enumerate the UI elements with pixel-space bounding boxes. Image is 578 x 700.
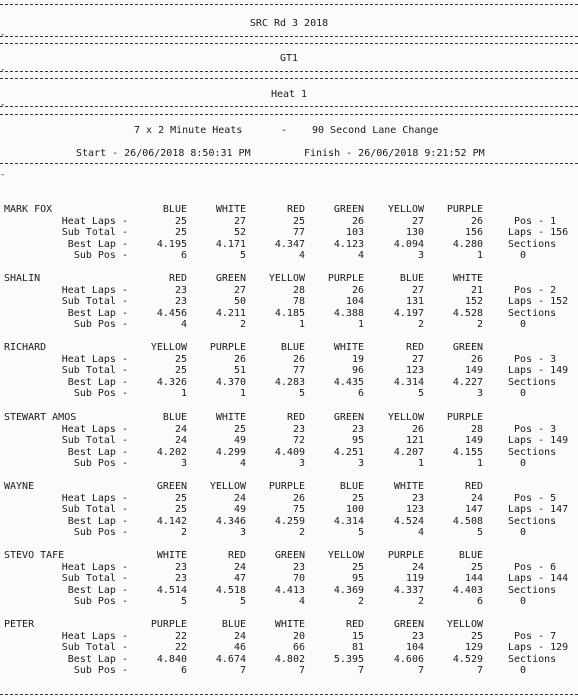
driver-name: MARK FOX [4, 204, 53, 215]
cell-value: 7 [476, 665, 483, 676]
cell-value: 23 [292, 423, 305, 435]
cell-value: 2 [298, 527, 305, 538]
cell-value: 4.370 [215, 376, 246, 388]
cell-value: 49 [233, 435, 246, 446]
cell-value: 3 [180, 458, 187, 469]
cell-value: 4.227 [452, 376, 483, 388]
total-laps: Laps - 129 [508, 642, 569, 653]
lane-colour: PURPLE [446, 412, 483, 423]
cell-value: 23 [174, 573, 187, 584]
cell-value: 4.369 [333, 584, 364, 596]
lane-colour: RED [464, 481, 483, 492]
cell-value: 25 [233, 423, 246, 435]
cell-value: 4.518 [215, 584, 246, 596]
row-label: Sub Total - [61, 296, 128, 307]
row-label: Heat Laps - [61, 284, 128, 296]
lane-colour: WHITE [393, 481, 424, 492]
row-label: Sub Pos - [73, 388, 128, 399]
cell-value: 144 [464, 573, 483, 584]
cell-value: 77 [292, 227, 305, 238]
cell-value: 4 [180, 319, 187, 330]
cell-value: 25 [174, 504, 187, 515]
cell-value: 5 [357, 527, 364, 538]
lane-colour: WHITE [215, 412, 246, 423]
cell-value: 4 [417, 527, 424, 538]
cell-value: 4.529 [452, 653, 483, 665]
cell-value: 50 [233, 296, 246, 307]
total-laps: Laps - 149 [508, 365, 569, 376]
row-label: Heat Laps - [61, 561, 128, 573]
cell-value: 28 [470, 423, 483, 435]
cell-value: 26 [470, 215, 483, 227]
cell-value: 1 [357, 319, 364, 330]
cell-value: 26 [351, 215, 364, 227]
final-position: Pos - 3 [514, 423, 557, 435]
lane-colour: WHITE [215, 204, 246, 215]
cell-value: 26 [292, 353, 305, 365]
cell-value: 3 [298, 458, 305, 469]
cell-value: 4.508 [452, 515, 483, 527]
lane-colour: RED [345, 619, 364, 630]
cell-value: 130 [405, 227, 424, 238]
lane-colour: WHITE [156, 550, 187, 561]
lane-colour: BLUE [399, 273, 424, 284]
cell-value: 49 [233, 504, 246, 515]
final-position: Pos - 5 [514, 492, 557, 504]
cell-value: 4.299 [215, 446, 246, 458]
cell-value: 27 [411, 353, 424, 365]
cell-value: 25 [174, 353, 187, 365]
cell-value: 6 [180, 250, 187, 261]
cell-value: 4.314 [333, 515, 364, 527]
lane-colour: YELLOW [209, 481, 246, 492]
cell-value: 1 [476, 250, 483, 261]
lane-colour: GREEN [215, 273, 246, 284]
cell-value: 7 [239, 665, 246, 676]
cell-value: 19 [351, 353, 364, 365]
cell-value: 70 [292, 573, 305, 584]
cell-value: 4.197 [393, 307, 424, 319]
cell-value: 4.403 [452, 584, 483, 596]
start-time: Start - 26/06/2018 8:50:31 PM [76, 148, 251, 159]
driver-name: PETER [4, 619, 35, 630]
cell-value: 103 [345, 227, 364, 238]
cell-value: 6 [357, 388, 364, 399]
lane-colour: BLUE [280, 342, 305, 353]
cell-value: 4.094 [393, 238, 424, 250]
sections-label: Sections [508, 238, 557, 250]
cell-value: 4.337 [393, 584, 424, 596]
heat-title: Heat 1 [270, 89, 308, 100]
cell-value: 4 [239, 458, 246, 469]
cell-value: 7 [357, 665, 364, 676]
cell-value: 2 [357, 596, 364, 607]
lane-colour: RED [286, 204, 305, 215]
cell-value: 22 [174, 642, 187, 653]
cell-value: 95 [351, 573, 364, 584]
cell-value: 2 [417, 596, 424, 607]
cell-value: 51 [233, 365, 246, 376]
final-position: Pos - 2 [514, 284, 557, 296]
row-label: Heat Laps - [61, 353, 128, 365]
cell-value: 4.314 [393, 376, 424, 388]
lane-colour: GREEN [333, 412, 364, 423]
lane-colour: WHITE [333, 342, 364, 353]
lane-colour: YELLOW [268, 273, 305, 284]
cell-value: 121 [405, 435, 424, 446]
cell-value: 4.606 [393, 653, 424, 665]
cell-value: 25 [174, 215, 187, 227]
cell-value: 25 [174, 227, 187, 238]
cell-value: 81 [351, 642, 364, 653]
cell-value: 27 [411, 215, 424, 227]
event-title: SRC Rd 3 2018 [249, 18, 329, 29]
row-label: Best Lap - [67, 446, 128, 458]
lane-colour: RED [168, 273, 187, 284]
cell-value: 4.195 [156, 238, 187, 250]
cell-value: 26 [233, 353, 246, 365]
cell-value: 4 [357, 250, 364, 261]
cell-value: 123 [405, 504, 424, 515]
cell-value: 6 [476, 596, 483, 607]
cell-value: 4.142 [156, 515, 187, 527]
cell-value: 1 [298, 319, 305, 330]
cell-value: 104 [345, 296, 364, 307]
format-lane-change: 90 Second Lane Change [312, 125, 439, 136]
sections-value: 0 [520, 527, 527, 538]
sections-label: Sections [508, 307, 557, 319]
sections-value: 0 [520, 250, 527, 261]
row-label: Sub Total - [61, 642, 128, 653]
cell-value: 123 [405, 365, 424, 376]
cell-value: 5 [239, 596, 246, 607]
cell-value: 20 [292, 630, 305, 642]
cell-value: 23 [174, 284, 187, 296]
format-heats: 7 x 2 Minute Heats [134, 125, 243, 136]
sections-label: Sections [508, 376, 557, 388]
final-position: Pos - 6 [514, 561, 557, 573]
row-label: Heat Laps - [61, 423, 128, 435]
cell-value: 1 [239, 388, 246, 399]
total-laps: Laps - 152 [508, 296, 569, 307]
final-position: Pos - 7 [514, 630, 557, 642]
cell-value: 149 [464, 365, 483, 376]
driver-name: WAYNE [4, 481, 35, 492]
cell-value: 5.395 [333, 653, 364, 665]
row-label: Heat Laps - [61, 630, 128, 642]
row-label: Sub Pos - [73, 250, 128, 261]
final-position: Pos - 1 [514, 215, 557, 227]
sections-value: 0 [520, 665, 527, 676]
cell-value: 5 [476, 527, 483, 538]
cell-value: 5 [180, 596, 187, 607]
cell-value: 147 [464, 504, 483, 515]
lane-colour: RED [227, 550, 246, 561]
cell-value: 6 [180, 665, 187, 676]
cell-value: 4.280 [452, 238, 483, 250]
cell-value: 156 [464, 227, 483, 238]
cell-value: 4.409 [274, 446, 305, 458]
cell-value: 1 [180, 388, 187, 399]
cell-value: 2 [239, 319, 246, 330]
total-laps: Laps - 144 [508, 573, 569, 584]
row-label: Best Lap - [67, 515, 128, 527]
cell-value: 25 [470, 561, 483, 573]
finish-time: Finish - 26/06/2018 9:21:52 PM [304, 148, 485, 159]
separator-line [0, 36, 578, 37]
separator-line [0, 694, 578, 695]
sections-label: Sections [508, 446, 557, 458]
row-label: Best Lap - [67, 376, 128, 388]
cell-value: 3 [239, 527, 246, 538]
row-label: Sub Pos - [73, 319, 128, 330]
separator-line [0, 78, 578, 79]
cell-value: 66 [292, 642, 305, 653]
cell-value: 25 [174, 492, 187, 504]
cell-value: 7 [417, 665, 424, 676]
cell-value: 25 [174, 365, 187, 376]
cell-value: 47 [233, 573, 246, 584]
cell-value: 4.123 [333, 238, 364, 250]
cell-value: 23 [411, 630, 424, 642]
cell-value: 26 [411, 423, 424, 435]
cell-value: 24 [233, 561, 246, 573]
cell-value: 4.528 [452, 307, 483, 319]
cell-value: 25 [470, 630, 483, 642]
sections-value: 0 [520, 458, 527, 469]
cell-value: 4.840 [156, 653, 187, 665]
lane-colour: RED [405, 342, 424, 353]
cell-value: 24 [233, 492, 246, 504]
sections-label: Sections [508, 515, 557, 527]
cell-value: 129 [464, 642, 483, 653]
cell-value: 24 [470, 492, 483, 504]
cell-value: 4 [298, 596, 305, 607]
cell-value: 78 [292, 296, 305, 307]
cell-value: 4.283 [274, 376, 305, 388]
lane-colour: PURPLE [387, 550, 424, 561]
row-label: Sub Pos - [73, 596, 128, 607]
cell-value: 23 [292, 561, 305, 573]
lane-colour: PURPLE [327, 273, 364, 284]
cell-value: 24 [233, 630, 246, 642]
cell-value: 4.185 [274, 307, 305, 319]
total-laps: Laps - 147 [508, 504, 569, 515]
lane-colour: YELLOW [150, 342, 187, 353]
separator-line [0, 114, 578, 115]
lane-colour: GREEN [333, 204, 364, 215]
cell-value: 23 [174, 296, 187, 307]
cell-value: 24 [174, 423, 187, 435]
row-label: Sub Pos - [73, 665, 128, 676]
cell-value: 25 [351, 561, 364, 573]
final-position: Pos - 3 [514, 353, 557, 365]
lane-colour: YELLOW [327, 550, 364, 561]
cell-value: 4.207 [393, 446, 424, 458]
cell-value: 5 [298, 388, 305, 399]
cell-value: 3 [417, 250, 424, 261]
row-label: Heat Laps - [61, 215, 128, 227]
driver-name: STEVO TAFE [4, 550, 65, 561]
lane-colour: GREEN [452, 342, 483, 353]
cell-value: 26 [292, 492, 305, 504]
cell-value: 2 [476, 319, 483, 330]
cell-value: 27 [233, 215, 246, 227]
cell-value: 2 [417, 319, 424, 330]
cell-value: 24 [411, 561, 424, 573]
cell-value: 2 [180, 527, 187, 538]
lane-colour: WHITE [452, 273, 483, 284]
total-laps: Laps - 156 [508, 227, 569, 238]
lane-colour: YELLOW [387, 412, 424, 423]
cell-value: 25 [292, 215, 305, 227]
lane-colour: WHITE [274, 619, 305, 630]
cell-value: 4.674 [215, 653, 246, 665]
cell-value: 28 [292, 284, 305, 296]
cell-value: 77 [292, 365, 305, 376]
row-label: Sub Total - [61, 573, 128, 584]
separator-line [0, 43, 578, 44]
cell-value: 24 [174, 435, 187, 446]
class-title: GT1 [279, 53, 299, 64]
cell-value: 27 [233, 284, 246, 296]
cell-value: 119 [405, 573, 424, 584]
cell-value: 52 [233, 227, 246, 238]
cell-value: 3 [357, 458, 364, 469]
cell-value: 4.171 [215, 238, 246, 250]
cell-value: 4.435 [333, 376, 364, 388]
cell-value: 1 [476, 458, 483, 469]
row-label: Best Lap - [67, 653, 128, 665]
row-label: Best Lap - [67, 307, 128, 319]
cell-value: 23 [411, 492, 424, 504]
format-separator: - [281, 125, 288, 136]
lane-colour: GREEN [274, 550, 305, 561]
lane-colour: PURPLE [446, 204, 483, 215]
sections-label: Sections [508, 653, 557, 665]
separator-line [0, 106, 578, 107]
cell-value: 100 [345, 504, 364, 515]
cell-value: 3 [476, 388, 483, 399]
cell-value: 5 [239, 250, 246, 261]
cell-value: 5 [417, 388, 424, 399]
cell-value: 4.251 [333, 446, 364, 458]
lane-colour: BLUE [458, 550, 483, 561]
lane-colour: BLUE [339, 481, 364, 492]
cell-value: 4 [298, 250, 305, 261]
row-label: Sub Total - [61, 365, 128, 376]
sections-value: 0 [520, 319, 527, 330]
cell-value: 4.388 [333, 307, 364, 319]
driver-name: STEWART AMOS [4, 412, 77, 423]
total-laps: Laps - 149 [508, 435, 569, 446]
cell-value: 21 [470, 284, 483, 296]
sections-value: 0 [520, 388, 527, 399]
cell-value: 7 [298, 665, 305, 676]
cell-value: 149 [464, 435, 483, 446]
cell-value: 22 [174, 630, 187, 642]
lane-colour: BLUE [221, 619, 246, 630]
lane-colour: RED [286, 412, 305, 423]
lane-colour: PURPLE [150, 619, 187, 630]
cell-value: 25 [351, 492, 364, 504]
lane-colour: PURPLE [268, 481, 305, 492]
cell-value: 4.524 [393, 515, 424, 527]
cell-value: 4.346 [215, 515, 246, 527]
cell-value: 104 [405, 642, 424, 653]
sections-value: 0 [520, 596, 527, 607]
cell-value: 4.413 [274, 584, 305, 596]
cell-value: 95 [351, 435, 364, 446]
cell-value: 96 [351, 365, 364, 376]
lane-colour: YELLOW [446, 619, 483, 630]
cell-value: 15 [351, 630, 364, 642]
lane-colour: PURPLE [209, 342, 246, 353]
row-label: Sub Pos - [73, 458, 128, 469]
cell-value: 27 [411, 284, 424, 296]
separator-line [0, 4, 578, 5]
cell-value: 4.202 [156, 446, 187, 458]
row-label: Sub Total - [61, 504, 128, 515]
cell-value: 26 [470, 353, 483, 365]
cell-value: 4.456 [156, 307, 187, 319]
row-label: Heat Laps - [61, 492, 128, 504]
row-label: Sub Total - [61, 227, 128, 238]
row-label: Best Lap - [67, 238, 128, 250]
cell-value: 23 [174, 561, 187, 573]
lane-colour: BLUE [162, 412, 187, 423]
cell-value: 152 [464, 296, 483, 307]
cell-value: 4.326 [156, 376, 187, 388]
cell-value: 26 [351, 284, 364, 296]
cell-value: 4.211 [215, 307, 246, 319]
sections-label: Sections [508, 584, 557, 596]
row-label: Sub Pos - [73, 527, 128, 538]
cell-value: 4.155 [452, 446, 483, 458]
row-label: Best Lap - [67, 584, 128, 596]
cell-value: 75 [292, 504, 305, 515]
cell-value: 4.347 [274, 238, 305, 250]
cell-value: 23 [351, 423, 364, 435]
lane-colour: GREEN [393, 619, 424, 630]
lane-colour: YELLOW [387, 204, 424, 215]
cell-value: 72 [292, 435, 305, 446]
row-label: Sub Total - [61, 435, 128, 446]
cell-value: 4.259 [274, 515, 305, 527]
cell-value: 46 [233, 642, 246, 653]
driver-name: SHALIN [4, 273, 41, 284]
cell-value: 4.514 [156, 584, 187, 596]
lane-colour: BLUE [162, 204, 187, 215]
separator-line [0, 163, 578, 164]
cell-value: 131 [405, 296, 424, 307]
lane-colour: GREEN [156, 481, 187, 492]
cell-value: 1 [417, 458, 424, 469]
cell-value: 4.802 [274, 653, 305, 665]
driver-name: RICHARD [4, 342, 47, 353]
separator-line [0, 71, 578, 72]
